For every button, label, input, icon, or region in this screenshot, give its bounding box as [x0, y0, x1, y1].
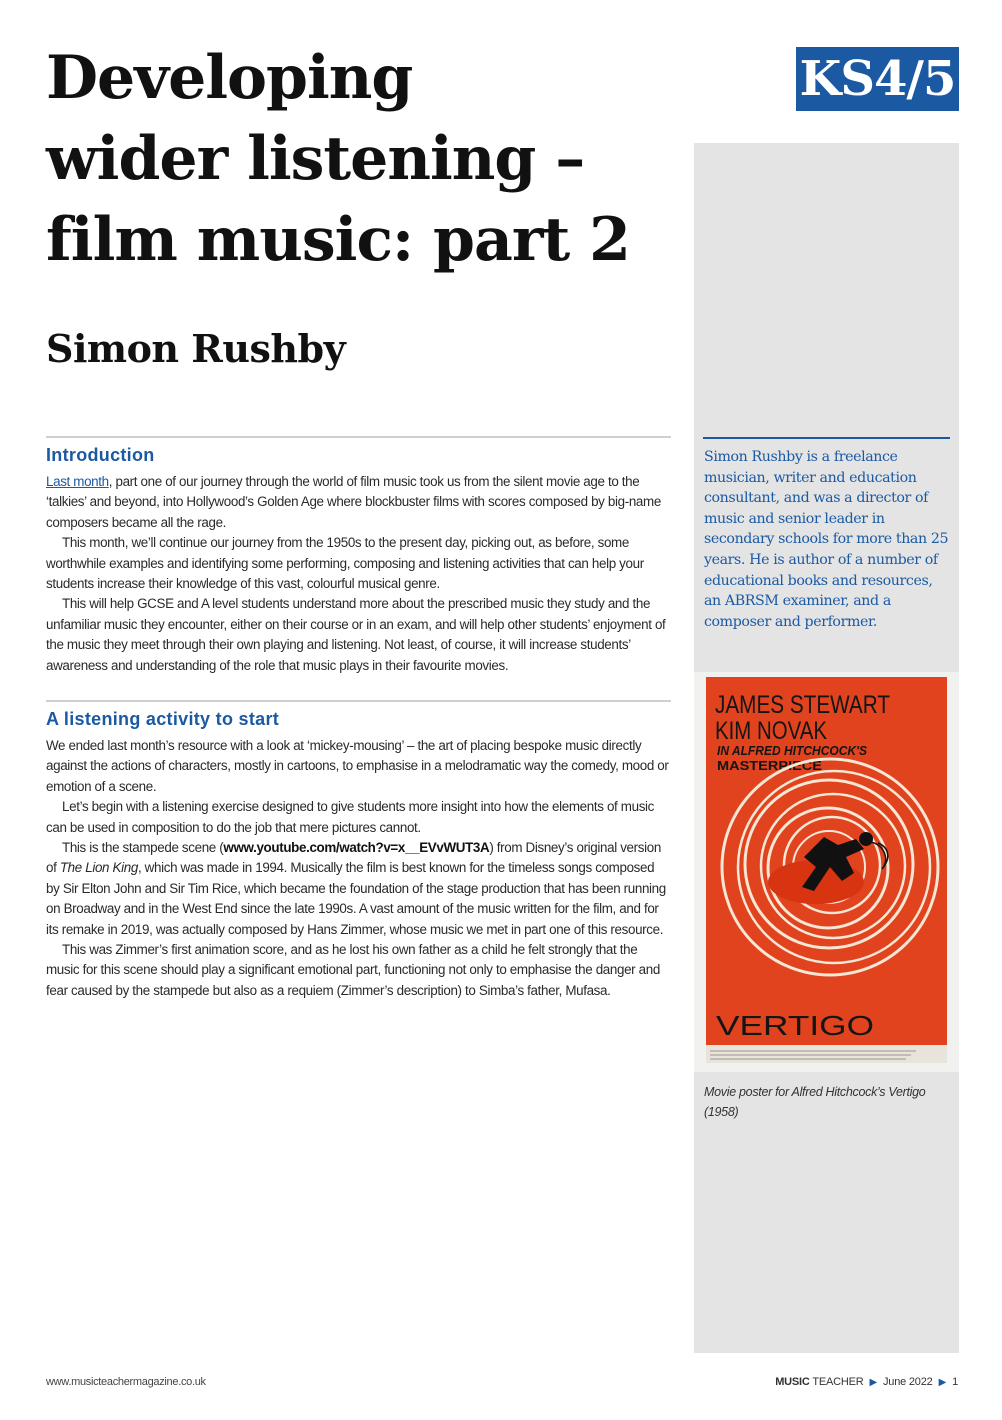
activity-paragraph-4: This was Zimmer’s first animation score, and as he lost his own father as a child he felt strongly that the music for this scene should play a significant emotional part, functioning not only to emphasise the danger and fear caused by the stampede but also as a requiem (Zimmer’s description) to Simba’s father, Mufasa. [46, 942, 660, 998]
activity-divider [46, 700, 671, 702]
poster-film-title: VERTIGO [716, 1010, 874, 1041]
intro-body [46, 472, 671, 676]
author-bio: Simon Rushby is a freelance musician, writer and education consultant, and was a director of music and senior leader in secondary schools for more than 25 years. He is author of a number of educational books and resources, an ABRSM examiner, and a composer and performer. [704, 449, 949, 630]
poster-star-1: JAMES STEWART [715, 691, 890, 719]
author-name: Simon Rushby [46, 326, 346, 371]
poster-caption [704, 1083, 944, 1122]
title-line-3: film music: part 2 [46, 205, 630, 275]
lion-king-title: The Lion King [59, 860, 138, 876]
poster-tagline: MASTERPIECE [717, 759, 822, 773]
play-triangle-icon: ▶ [938, 1376, 947, 1388]
footer-brand [775, 1376, 863, 1388]
page-title [46, 38, 666, 281]
activity-paragraph-2: Let’s begin with a listening exercise designed to give students more insight into how the elements of music can be used in composition to do the job that mere pictures cannot. [46, 799, 655, 835]
footer-brand-rest: TEACHER [812, 1376, 864, 1388]
play-triangle-icon: ▶ [869, 1376, 877, 1388]
activity-p3-b: ) from Disney’s original version of [46, 840, 661, 876]
activity-p3-c: , which was made in 1994. Musically the film is best known for the timeless songs composed by Sir Elton John and Sir Tim Rice, which became the foundation of the stage production that has been running on Broadway and in the West End since the late 1990s. A vast amount of the music written for the film, and for its remake in 2019, was actually composed by Hans Zimmer, whose music we met in part one of this resource. [46, 860, 666, 937]
poster-credits-strip [706, 1045, 947, 1063]
caption-film-title: Vertigo [888, 1085, 926, 1099]
activity-body [46, 736, 671, 1001]
youtube-url[interactable]: www.youtube.com/watch?v=x__EVvWUT3A [223, 840, 490, 856]
title-line-2: wider listening – [46, 124, 585, 194]
bio-divider [703, 437, 950, 439]
poster-credit-line: IN ALFRED HITCHCOCK'S [717, 744, 868, 758]
key-stage-badge: KS4/5 [796, 47, 959, 111]
intro-p1-text: , part one of our journey through the world of film music took us from the silent movie age to the ‘talkies’ and beyond, into Hollywood’s Golden Age where blockbuster films with scores composed by big-name composers became all the rage. [46, 474, 661, 530]
intro-paragraph-1 [46, 472, 671, 533]
vertigo-poster-image [706, 677, 947, 1063]
activity-paragraph-3 [46, 838, 671, 940]
footer-page-number: 1 [952, 1376, 958, 1388]
last-month-link[interactable]: Last month [46, 474, 109, 489]
caption-text-a: Movie poster for Alfred Hitchcock’s [704, 1085, 889, 1099]
footer-issue-info [775, 1376, 958, 1388]
poster-star-2: KIM NOVAK [715, 717, 828, 745]
activity-p3-a: This is the stampede scene ( [62, 840, 224, 856]
title-line-1: Developing [46, 43, 413, 113]
activity-heading: A listening activity to start [46, 709, 280, 729]
intro-heading: Introduction [46, 445, 155, 465]
footer-website[interactable]: www.musicteachermagazine.co.uk [46, 1376, 206, 1388]
activity-paragraph-1: We ended last month’s resource with a look at ‘mickey-mousing’ – the art of placing bespoke music directly against the actions of characters, mostly in cartoons, to emphasise in a melodramatic way the comedy, mood or emotion of a scene. [46, 738, 669, 794]
intro-paragraph-3: This will help GCSE and A level students understand more about the prescribed music they study and the unfamiliar music they encounter, either on their course or in an exam, and will help other students’ enjoyment of the music they meet through their own playing and listening. Not least, of course, it will increase students’ awareness and understanding of the role that music plays in their favourite movies. [46, 596, 666, 673]
intro-paragraph-2: This month, we’ll continue our journey from the 1950s to the present day, picking out, as before, some worthwhile examples and identifying some performing, composing and listening activities that can help your students increase their knowledge of this vast, colourful musical genre. [46, 535, 644, 592]
caption-text-b: (1958) [704, 1104, 739, 1119]
poster-figure-head [859, 832, 873, 846]
footer-brand-bold: MUSIC [775, 1376, 810, 1388]
footer-issue-date: June 2022 [882, 1376, 933, 1388]
intro-divider [46, 436, 671, 438]
